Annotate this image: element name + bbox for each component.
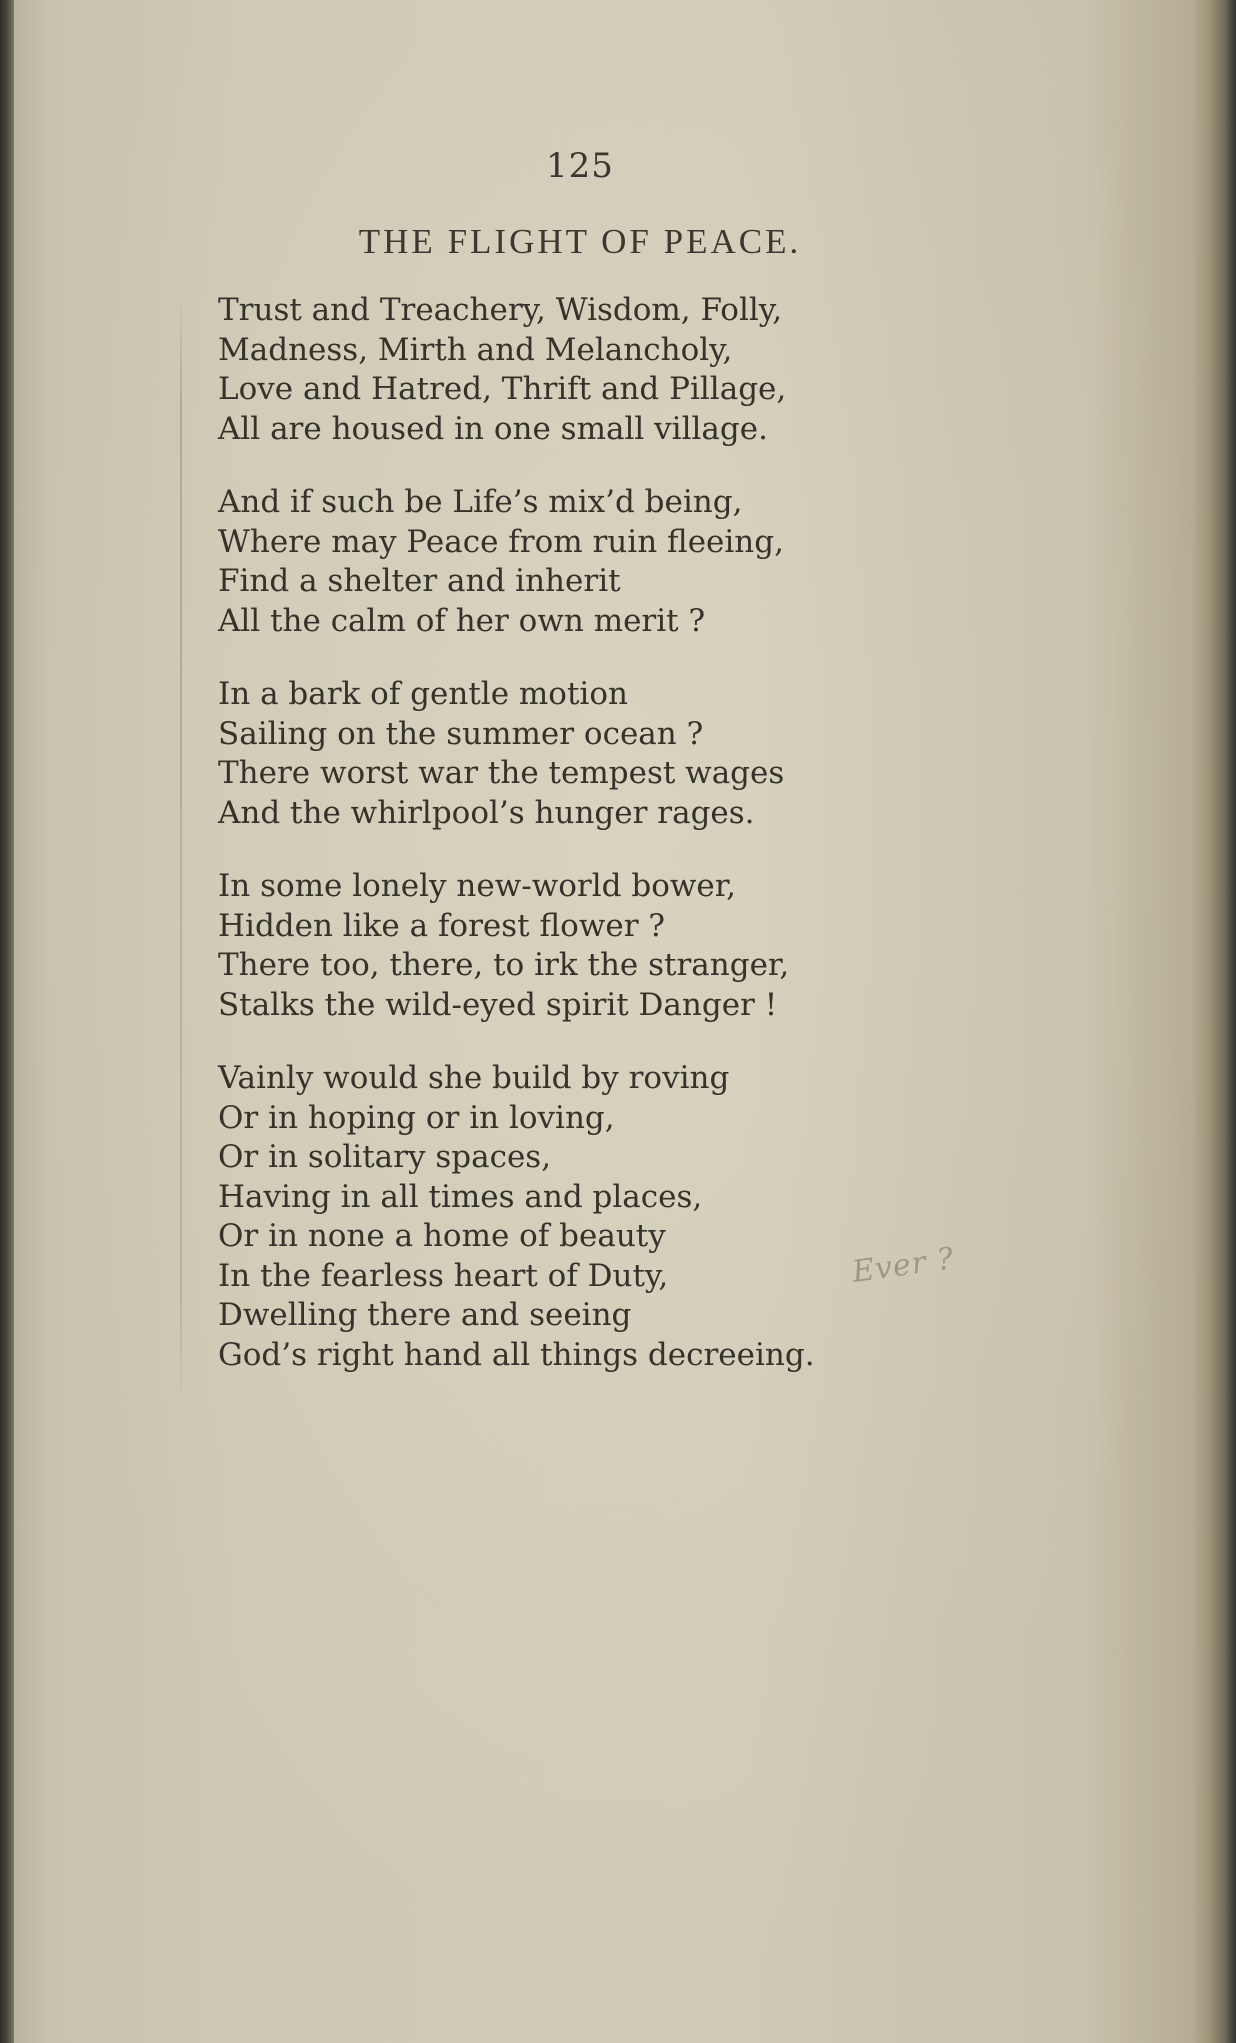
poem-line: And if such be Life’s mix’d being, [218, 484, 743, 520]
stanza [218, 675, 1118, 833]
poem-line: Madness, Mirth and Melancholy, [218, 331, 733, 368]
poem-line: In some lonely new-world bower, [218, 868, 737, 904]
poem-line: Trust and Treachery, Wisdom, Folly, [218, 292, 783, 328]
poem-body [218, 291, 1118, 1375]
poem-line: There worst war the tempest wages [218, 755, 785, 791]
stanza [218, 291, 1118, 449]
stanza [218, 867, 1118, 1025]
book-binding-edge [0, 0, 14, 2043]
gutter-shadow [180, 290, 182, 1410]
poem-line: Where may Peace from ruin fleeing, [218, 523, 784, 560]
poem-line: Hidden like a forest flower ? [218, 907, 665, 944]
poem-line: Or in hoping or in loving, [218, 1099, 615, 1136]
poem-line: In a bark of gentle motion [218, 676, 628, 712]
poem-line: All are housed in one small village. [218, 410, 768, 447]
page-edge [1192, 0, 1236, 2043]
poem-line: Stalks the wild-eyed spirit Danger ! [218, 986, 778, 1023]
poem-line: In the fearless heart of Duty, [218, 1257, 669, 1294]
poem-line: Having in all times and places, [218, 1178, 703, 1215]
page-number: 125 [546, 146, 614, 186]
poem-line: Vainly would she build by roving [218, 1060, 730, 1096]
stanza [218, 1059, 1118, 1375]
handwritten-margin-note: Ever ? [850, 1241, 957, 1290]
poem-line: God’s right hand all things decreeing. [218, 1336, 815, 1373]
poem-line: And the whirlpool’s hunger rages. [218, 794, 755, 831]
poem-line: Love and Hatred, Thrift and Pillage, [218, 371, 787, 407]
poem-line: There too, there, to irk the stranger, [218, 947, 790, 983]
poem-line: Find a shelter and inherit [218, 563, 621, 599]
stanza [218, 483, 1118, 641]
poem-line: Or in none a home of beauty [218, 1218, 666, 1254]
poem-line: Dwelling there and seeing [218, 1297, 632, 1333]
poem-title: THE FLIGHT OF PEACE. [358, 222, 802, 261]
poem-line: All the calm of her own merit ? [218, 602, 706, 639]
poem-line: Or in solitary spaces, [218, 1139, 552, 1175]
poem-line: Sailing on the summer ocean ? [218, 715, 704, 752]
